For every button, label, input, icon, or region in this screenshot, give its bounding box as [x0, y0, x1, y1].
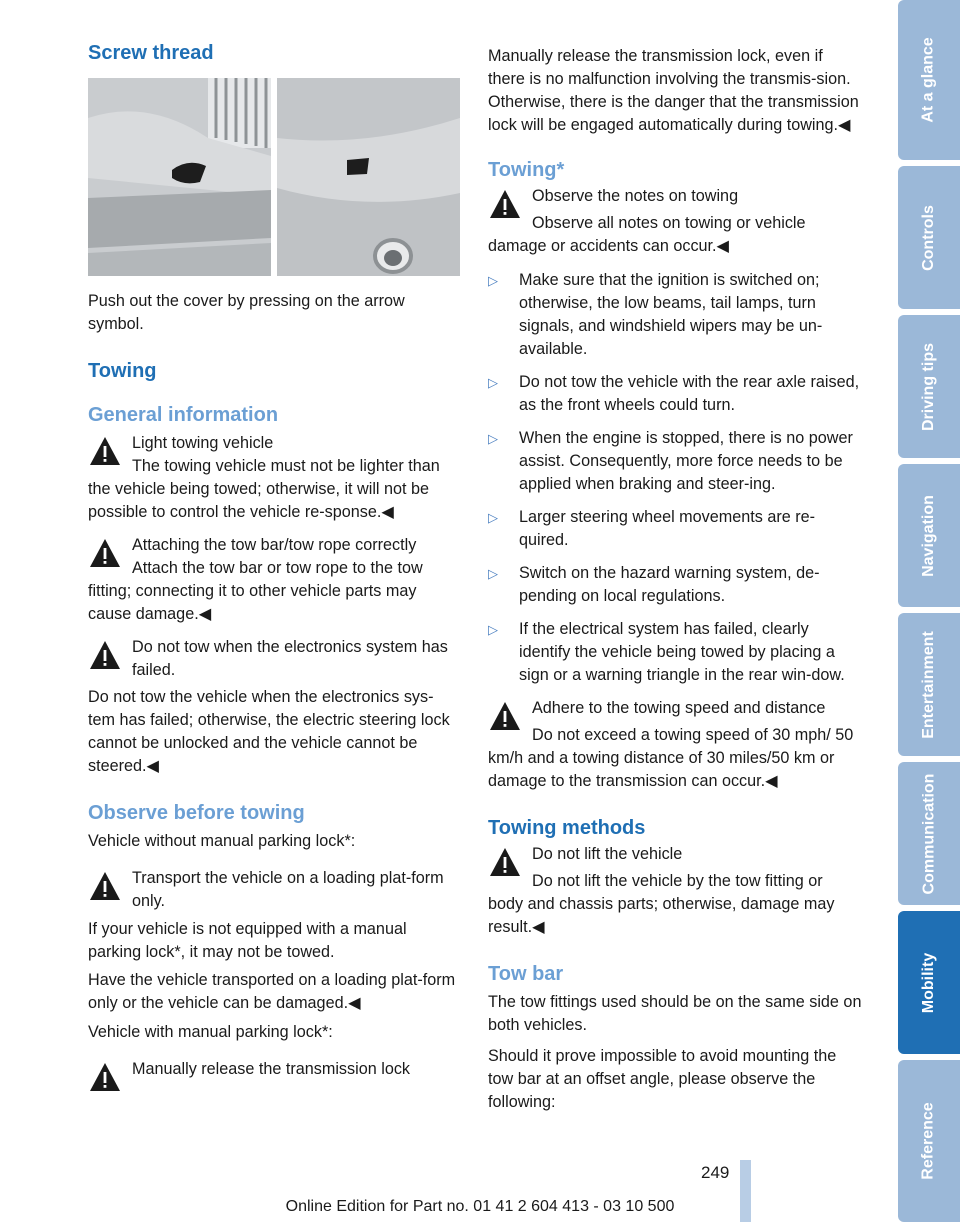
list-item: ▷ Do not tow the vehicle with the rear axle raised, as the front wheels could turn. [488, 373, 860, 414]
tab-navigation[interactable]: Navigation [898, 464, 960, 607]
warning-body: Attach the tow bar or tow rope to the tow fitting; connecting it to other vehicle parts may cause damage.◀ [88, 559, 423, 623]
tab-reference[interactable]: Reference [898, 1060, 960, 1222]
warning-title: Observe the notes on towing [532, 187, 739, 205]
list-item: ▷ If the electrical system has failed, clearly identify the vehicle being towed by placing a sign or a warning triangle in the rear win-dow. [488, 620, 845, 684]
warning-triangle-icon [88, 638, 122, 672]
bullet-arrow-icon: ▷ [488, 566, 498, 581]
warning-observe-towing-notes [488, 185, 862, 258]
warning-body: Do not lift the vehicle by the tow fitting or body and chassis parts; otherwise, damage may result.◀ [488, 872, 835, 936]
heading-towing-star: Towing* [488, 159, 565, 181]
warning-release-transmission-lock [88, 1058, 460, 1081]
heading-towing: Towing [88, 360, 157, 382]
warning-body: Do not exceed a towing speed of 30 mph/ 50 km/h and a towing distance of 30 miles/50 km or damage to the transmission can occur.◀ [488, 726, 854, 790]
photo-front-bumper [88, 78, 271, 276]
screw-thread-text: Push out the cover by pressing on the arrow symbol. [88, 292, 405, 333]
bullet-arrow-icon: ▷ [488, 375, 498, 390]
photo-rear-bumper [277, 78, 460, 276]
warning-title: Do not tow when the electronics system has failed. [132, 638, 448, 679]
warning-triangle-icon [88, 434, 122, 468]
tab-mobility[interactable]: Mobility [898, 911, 960, 1054]
bullet-arrow-icon: ▷ [488, 273, 498, 288]
warning-title: Adhere to the towing speed and distance [532, 699, 826, 717]
warning-triangle-icon [488, 699, 522, 733]
warning-do-not-lift [488, 843, 862, 939]
tab-communication[interactable]: Communication [898, 762, 960, 905]
warning-electronics-failed [88, 636, 460, 778]
list-item: ▷ When the engine is stopped, there is no power assist. Consequently, more force needs to be applied when braking and steer-ing. [488, 429, 853, 493]
warning-body: Do not tow the vehicle when the electronics sys-tem has failed; otherwise, the electric steering lock cannot be unlocked and the vehicle cannot be steered.◀ [88, 688, 450, 775]
list-item: ▷ Larger steering wheel movements are re-quired. [488, 508, 816, 549]
warning-loading-platform [88, 867, 460, 1015]
chapter-tabs [898, 0, 960, 1222]
footer-edition-text: Online Edition for Part no. 01 41 2 604 413 - 03 10 500 [285, 1198, 675, 1215]
without-parking-lock-label: Vehicle without manual parking lock*: [88, 832, 356, 850]
warning-attach-tow-bar [88, 534, 460, 626]
warning-body: The towing vehicle must not be lighter than the vehicle being towed; otherwise, it will not be possible to control the vehicle re-sponse.◀ [88, 457, 440, 521]
warning-title: Light towing vehicle [132, 434, 274, 452]
warning-title: Transport the vehicle on a loading plat-form only. [132, 869, 444, 910]
bullet-arrow-icon: ▷ [488, 622, 498, 637]
warning-body: Observe all notes on towing or vehicle damage or accidents can occur.◀ [488, 214, 806, 255]
warning-title: Manually release the transmission lock [132, 1060, 411, 1078]
bullet-arrow-icon: ▷ [488, 510, 498, 525]
left-column [88, 40, 460, 1081]
warning-triangle-icon [88, 1060, 122, 1094]
tab-entertainment[interactable]: Entertainment [898, 613, 960, 756]
warning-title: Attaching the tow bar/tow rope correctly [132, 536, 417, 554]
warning-title: Do not lift the vehicle [532, 845, 683, 863]
heading-general-information: General information [88, 404, 279, 426]
heading-screw-thread: Screw thread [88, 42, 214, 64]
tab-controls[interactable]: Controls [898, 166, 960, 309]
warning-body: Have the vehicle transported on a loading plat-form only or the vehicle can be damaged.◀ [88, 971, 456, 1012]
warning-triangle-icon [488, 187, 522, 221]
screw-thread-photos [88, 78, 460, 276]
transmission-lock-body: Manually release the transmission lock, even if there is no malfunction involving the transmis-sion. Otherwise, there is the danger that the transmission lock will be engaged automatically during towing.◀ [488, 47, 859, 134]
warning-towing-speed [488, 697, 862, 793]
warning-triangle-icon [488, 845, 522, 879]
page-number: 249 [701, 1163, 730, 1182]
right-column [488, 45, 862, 1114]
tab-at-a-glance[interactable]: At a glance [898, 0, 960, 160]
heading-towing-methods: Towing methods [488, 817, 646, 839]
warning-body: If your vehicle is not equipped with a manual parking lock*, it may not be towed. [88, 920, 407, 961]
tow-bar-text: The tow fittings used should be on the same side on both vehicles. [488, 993, 862, 1034]
warning-triangle-icon [88, 869, 122, 903]
list-item: ▷ Make sure that the ignition is switched on; otherwise, the low beams, tail lamps, turn signals, and windshield wipers may be un-available. [488, 271, 823, 358]
heading-observe-before-towing: Observe before towing [88, 802, 305, 824]
with-parking-lock-label: Vehicle with manual parking lock*: [88, 1023, 333, 1041]
list-item: ▷ Switch on the hazard warning system, de-pending on local regulations. [488, 564, 820, 605]
tow-bar-text: Should it prove impossible to avoid mounting the tow bar at an offset angle, please observe the following: [488, 1047, 837, 1111]
bullet-arrow-icon: ▷ [488, 431, 498, 446]
tab-driving-tips[interactable]: Driving tips [898, 315, 960, 458]
warning-light-towing-vehicle [88, 432, 460, 524]
towing-bullet-list [488, 269, 862, 687]
warning-triangle-icon [88, 536, 122, 570]
heading-tow-bar: Tow bar [488, 963, 564, 985]
